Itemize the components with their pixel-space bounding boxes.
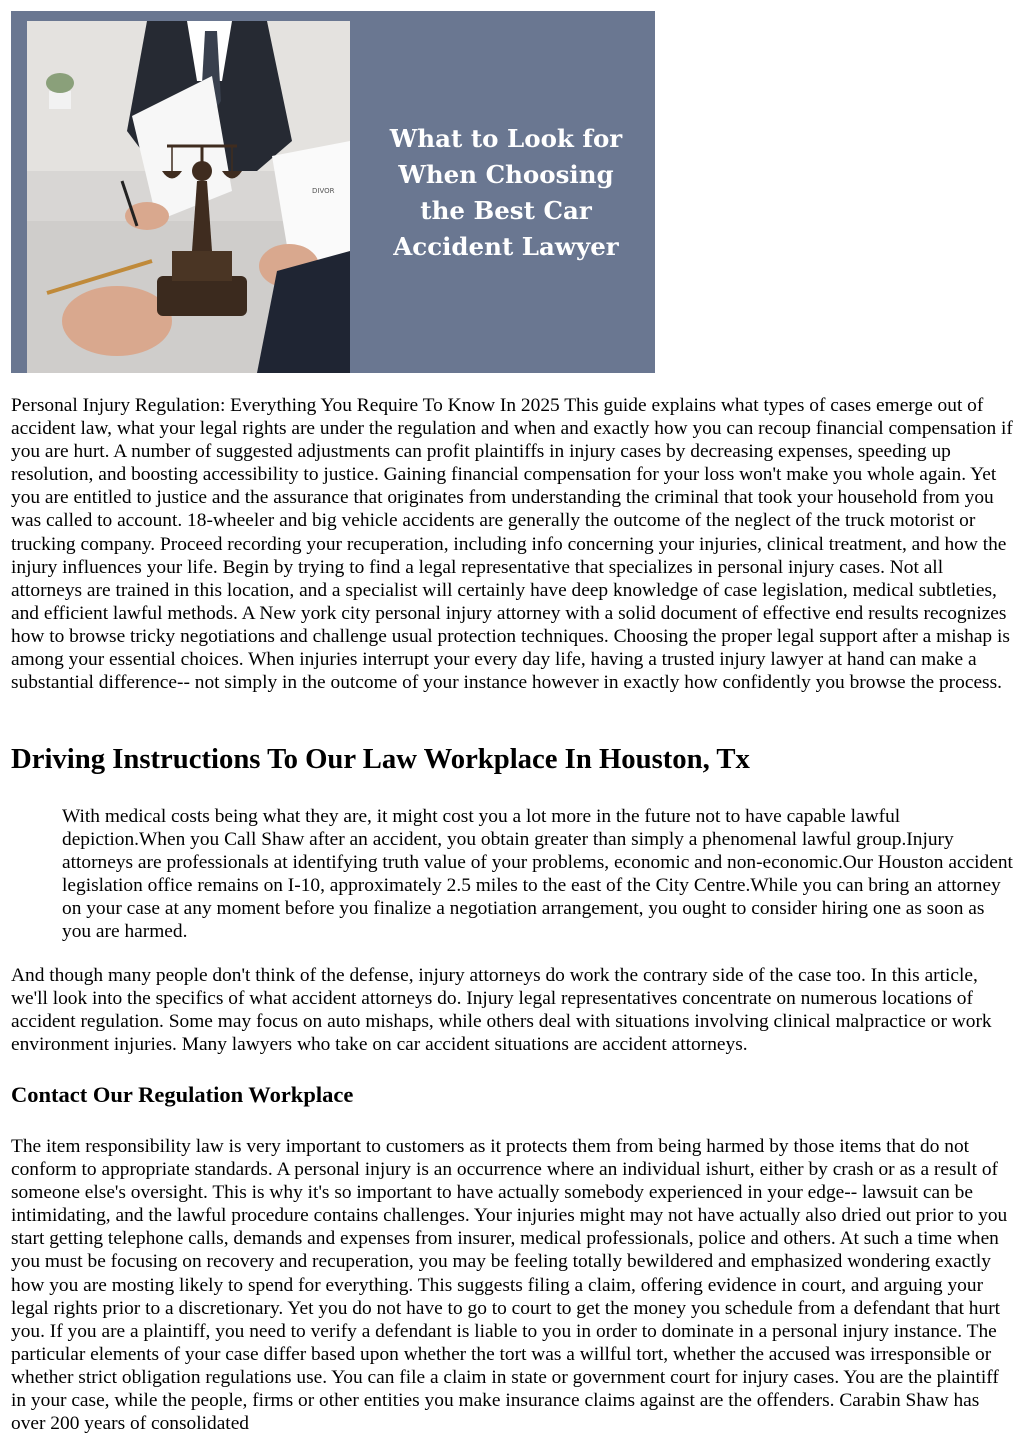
blockquote-text: With medical costs being what they are, it might cost you a lot more in the future not to have capable lawful depiction.When you Call Shaw after an accident, you obtain greater than simply a phenomenal lawful group.Injury attorneys are professionals at identifying truth value of your problems, economic and non-economic.Our Houston accident legislation office remains on I-10, approximately 2.5 miles to the east of the City Centre.While you can bring an attorney on your case at any moment before you finalize a negotiation arrangement, you ought to consider hiring one as soon as you are harmed. bbox=[62, 806, 1013, 943]
lawyer-photo bbox=[27, 21, 350, 373]
hero-title-line: What to Look for bbox=[389, 124, 623, 153]
hero-image bbox=[11, 11, 655, 373]
blockquote bbox=[62, 805, 1017, 944]
intro-paragraph: Personal Injury Regulation: Everything You Require To Know In 2025 This guide explains what types of cases emerge out of accident law, what your legal rights are under the regulation and when and exactly how you can recoup financial compensation if you are hurt. A number of suggested adjustments can profit plaintiffs in injury cases by decreasing expenses, speeding up resolution, and boosting accessibility to justice. Gaining financial compensation for your loss won't make you whole again. Yet you are entitled to justice and the assurance that originates from understanding the criminal that took your household from you was called to account. 18-wheeler and big vehicle accidents are generally the outcome of the neglect of the truck motorist or trucking company. Proceed recording your recuperation, including info concerning your injuries, clinical treatment, and how the injury influences your life. Begin by trying to find a legal representative that specializes in personal injury cases. Not all attorneys are trained in this location, and a specialist will certainly have deep knowledge of case legislation, medical subtleties, and efficient lawful methods. A New york city personal injury attorney with a solid document of effective end results recognizes how to browse tricky negotiations and challenge usual protection techniques. Choosing the proper legal support after a mishap is among your essential choices. When injuries interrupt your every day life, having a trusted injury lawyer at hand can make a substantial difference-- not simply in the outcome of your instance however in exactly how confidently you browse the process. bbox=[11, 395, 1013, 694]
paragraph-product-liability: The item responsibility law is very important to customers as it protects them from being harmed by those items that do not conform to appropriate standards. A personal injury is an occurrence where an individual ishurt, either by crash or as a result of someone else's oversight. This is why it's so important to have actually somebody experienced in your edge-- lawsuit can be intimidating, and the lawful procedure contains challenges. Your injuries might may not have actually also dried out prior to you start getting telephone calls, demands and expenses from insurer, medical professionals, police and others. At such a time when you must be focusing on recovery and recuperation, you may be feeling totally bewildered and emphasized wondering exactly how you are mosting likely to spend for everything. This suggests filing a claim, offering evidence in court, and arguing your legal rights prior to a discretionary. Yet you do not have to go to court to get the money you schedule from a defendant that hurt you. If you are a plaintiff, you need to verify a defendant is liable to you in order to dominate in a personal injury instance. The particular elements of your case differ based upon whether the tort was a willful tort, whether the accused was irresponsible or whether strict obligation regulations use. You can file a claim in state or government court for injury cases. You are the plaintiff in your case, while the people, firms or other entities you make insurance claims against are the offenders. Carabin Shaw has over 200 years of consolidated bbox=[11, 1136, 1008, 1435]
section-heading-contact: Contact Our Regulation Workplace bbox=[11, 1082, 354, 1107]
hero-title-line: When Choosing bbox=[398, 160, 614, 189]
page bbox=[0, 0, 1024, 373]
hero-title-line: Accident Lawyer bbox=[393, 232, 619, 261]
hero-title bbox=[371, 121, 641, 265]
paper-text: DIVOR bbox=[312, 187, 335, 195]
section-heading-directions: Driving Instructions To Our Law Workplace In Houston, Tx bbox=[11, 743, 750, 775]
hero-title-line: the Best Car bbox=[420, 196, 592, 225]
paragraph-defense: And though many people don't think of the defense, injury attorneys do work the contrary side of the case too. In this article, we'll look into the specifics of what accident attorneys do. Injury legal representatives concentrate on numerous locations of accident regulation. Some may focus on auto mishaps, while others deal with situations involving clinical malpractice or work environment injuries. Many lawyers who take on car accident situations are accident attorneys. bbox=[11, 965, 992, 1056]
